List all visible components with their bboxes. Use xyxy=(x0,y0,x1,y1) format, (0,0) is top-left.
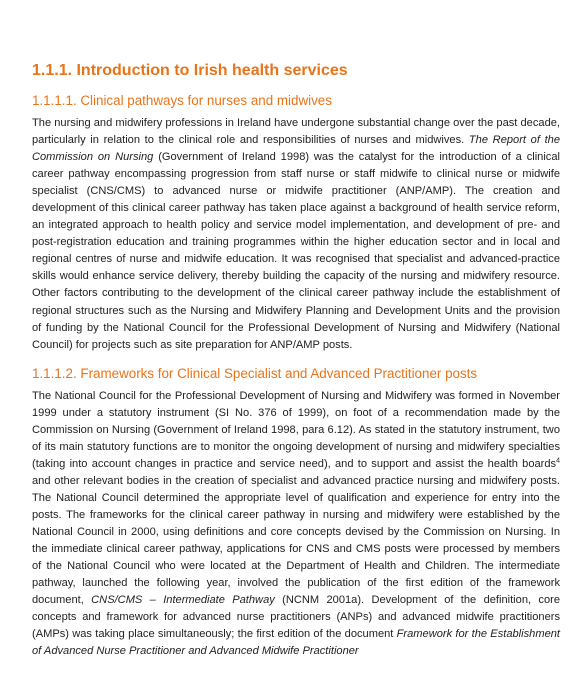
text-run: The National Council for the Professional Development of Nursing and Midwifery was formed in November 1999 under a statutory instrument (SI No. 376 of 1999), on foot of a recommendation made by the Commission on Nursing (Government of Ireland 1998, para 6.12). As stated in the statutory instrument, two of its main statutory functions are to monitor the ongoing development of nursing and midwifery specialties (taking into account changes in practice and service need), and to support and assist the health boards xyxy=(32,389,560,470)
footnote-marker: 4 xyxy=(556,457,560,465)
frameworks-paragraph xyxy=(32,388,560,661)
italic-document-title: CNS/CMS – Intermediate Pathway xyxy=(91,594,275,607)
italic-document-title: Framework for the Establishment of Advanced Nurse Practitioner and Advanced Midwife Practitioner xyxy=(32,628,560,658)
section-heading: 1.1.1. Introduction to Irish health services xyxy=(32,62,348,79)
text-run: (NCNM 2001a). Development of the definition, core concepts and framework for advanced nurse practitioners (ANPs) and advanced midwife practitioners (AMPs) was taking place simultaneously; the first edition of the document xyxy=(32,594,561,641)
subsection-heading-frameworks: 1.1.1.2. Frameworks for Clinical Specialist and Advanced Practitioner posts xyxy=(32,365,478,381)
subsection-heading-clinical-pathways: 1.1.1.1. Clinical pathways for nurses and midwives xyxy=(32,93,332,108)
clinical-pathways-paragraph xyxy=(32,115,560,354)
text-run: (Government of Ireland 1998) was the catalyst for the introduction of a clinical career pathway encompassing progression from staff nurse or staff midwife to clinical nurse or midwife specialist (CNS/CMS) to advanced nurse or midwife practitioner (ANP/AMP). The creation and development of this clinical career pathway has taken place against a background of health service reform, an integrated approach to health policy and service model implementation, and development of pre- and post-registration education and training programmes within the higher education sector and in local and regional centres of nurse and midwife education. It was recognised that specialist and advanced-practice skills would enhance service delivery, thereby building the capacity of the nursing and midwifery resource. Other factors contributing to the development of the clinical career pathway include the establishment of regional structures such as the Nursing and Midwifery Planning and Development Units and the provision of funding by the National Council for the Professional Development of Nursing and Midwifery (National Council) for projects such as site preparation for ANP/AMP posts. xyxy=(32,151,560,351)
text-run: and other relevant bodies in the creation of specialist and advanced practice nursing and midwifery posts. The National Council determined the appropriate level of qualification and experience for entry into the posts. The frameworks for the clinical career pathway in nursing and midwifery were established by the National Council in 2000, using definitions and core concepts devised by the Commission on Nursing. In the immediate clinical career pathway, applications for CNS and CMS posts were processed by members of the National Council who were located at the Department of Health and Children. The intermediate pathway, launched the following year, involved the publication of the first edition of the framework document, xyxy=(32,474,560,607)
italic-document-title: The Report of the Commission on Nursing xyxy=(32,134,560,164)
text-run: The nursing and midwifery professions in Ireland have undergone substantial change over the past decade, particularly in relation to the clinical role and responsibilities of nurses and midwives. xyxy=(32,117,560,147)
page-content xyxy=(32,60,560,660)
